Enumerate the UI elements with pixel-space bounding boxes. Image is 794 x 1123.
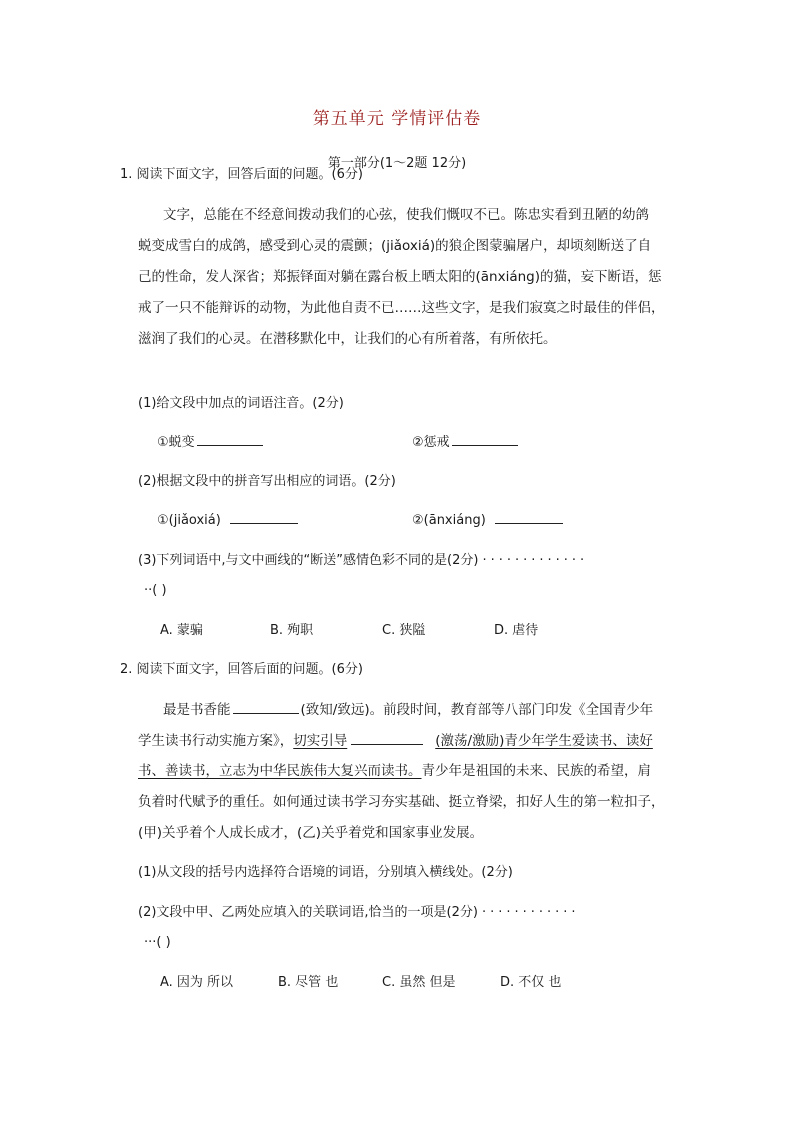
underlined-text: 切实引导 <box>293 733 348 749</box>
passage-text: 青少年是祖国的未来、民族的希望，肩 <box>421 763 651 779</box>
answer-blank[interactable] <box>495 510 563 524</box>
subquestion-2-2 <box>138 904 580 922</box>
item-label: ②惩戒 <box>412 435 450 450</box>
subquestion-2-1: (1)从文段的括号内选择符合语境的词语，分别填入横线处。(2分) <box>138 865 513 880</box>
section-heading: 第一部分(1～2题 12分) <box>327 156 467 171</box>
option-b[interactable]: B. 尽管 也 <box>278 975 339 990</box>
question-text: (2)文段中甲、乙两处应填入的关联词语,恰当的一项是(2分) <box>138 905 478 920</box>
subquestion-1-1: (1)给文段中加点的词语注音。(2分) <box>138 396 344 411</box>
answer-blank[interactable] <box>351 731 423 745</box>
answer-bracket[interactable]: ··( ) <box>144 583 167 598</box>
answer-item <box>412 510 563 530</box>
option-d[interactable]: D. 虐待 <box>494 623 539 638</box>
answer-item <box>157 432 263 452</box>
option-a[interactable]: A. 因为 所以 <box>160 975 234 990</box>
passage-line <box>138 762 651 780</box>
question-2-stem: 2. 阅读下面文字，回答后面的问题。(6分) <box>120 662 363 677</box>
leader-dots: ············· <box>482 553 589 568</box>
passage-line: 滋润了我们的心灵。在潜移默化中，让我们的心有所着落，有所依托。 <box>138 331 557 347</box>
answer-blank[interactable] <box>233 700 299 714</box>
item-label: ①(jiǎoxiá) <box>157 513 221 528</box>
page-title: 第五单元 学情评估卷 <box>312 109 482 129</box>
subquestion-1-2: (2)根据文段中的拼音写出相应的词语。(2分) <box>138 474 396 489</box>
leader-dots: ············ <box>481 905 580 920</box>
subquestion-1-3 <box>138 552 588 570</box>
passage-text: 最是书香能 <box>163 702 231 718</box>
passage-line: 蜕变成雪白的成鸽，感受到心灵的震颤；(jiǎoxiá)的狼企图蒙骗屠户，却顷刻断送了自 <box>138 238 652 254</box>
passage-text: (致知/致远)。前段时间，教育部等八部门印发《全国青少年 <box>300 702 654 718</box>
answer-blank[interactable] <box>452 432 518 446</box>
passage-text: 学生读书行动实施方案》， <box>138 733 294 749</box>
answer-item <box>157 510 298 530</box>
option-c[interactable]: C. 虽然 但是 <box>382 975 456 990</box>
answer-blank[interactable] <box>230 510 298 524</box>
answer-blank[interactable] <box>197 432 263 446</box>
passage-line: 负着时代赋予的重任。如何通过读书学习夯实基础、挺立脊梁，扣好人生的第一粒扣子， <box>138 794 665 810</box>
option-c[interactable]: C. 狭隘 <box>382 623 426 638</box>
item-label: ②(ānxiáng) <box>412 513 486 528</box>
question-1-stem: 1. 阅读下面文字，回答后面的问题。(6分) <box>120 167 363 182</box>
passage-line <box>138 731 653 750</box>
option-a[interactable]: A. 蒙骗 <box>160 623 203 638</box>
passage-line: (甲)关乎着个人成长成才，(乙)关乎着党和国家事业发展。 <box>138 825 484 841</box>
question-text: (3)下列词语中,与文中画线的“断送”感情色彩不同的是(2分) <box>138 553 479 568</box>
underlined-text: 书、善读书，立志为中华民族伟大复兴而读书。 <box>138 763 422 779</box>
underlined-text: (激荡/激励)青少年学生爱读书、读好 <box>435 733 653 749</box>
option-d[interactable]: D. 不仅 也 <box>500 975 562 990</box>
passage-line: 戒了一只不能辩诉的动物，为此他自责不已……这些文字，是我们寂寞之时最佳的伴侣， <box>138 300 665 316</box>
answer-bracket[interactable]: ···( ) <box>144 935 171 950</box>
item-label: ①蜕变 <box>157 435 195 450</box>
passage-line <box>163 700 653 719</box>
passage-line: 己的性命，发人深省；郑振铎面对躺在露台板上晒太阳的(ānxiáng)的猫，妄下断语，惩 <box>138 269 662 285</box>
option-b[interactable]: B. 殉职 <box>270 623 314 638</box>
answer-item <box>412 432 518 452</box>
passage-line: 文字，总能在不经意间拨动我们的心弦，使我们慨叹不已。陈忠实看到丑陋的幼鸽 <box>163 207 649 223</box>
